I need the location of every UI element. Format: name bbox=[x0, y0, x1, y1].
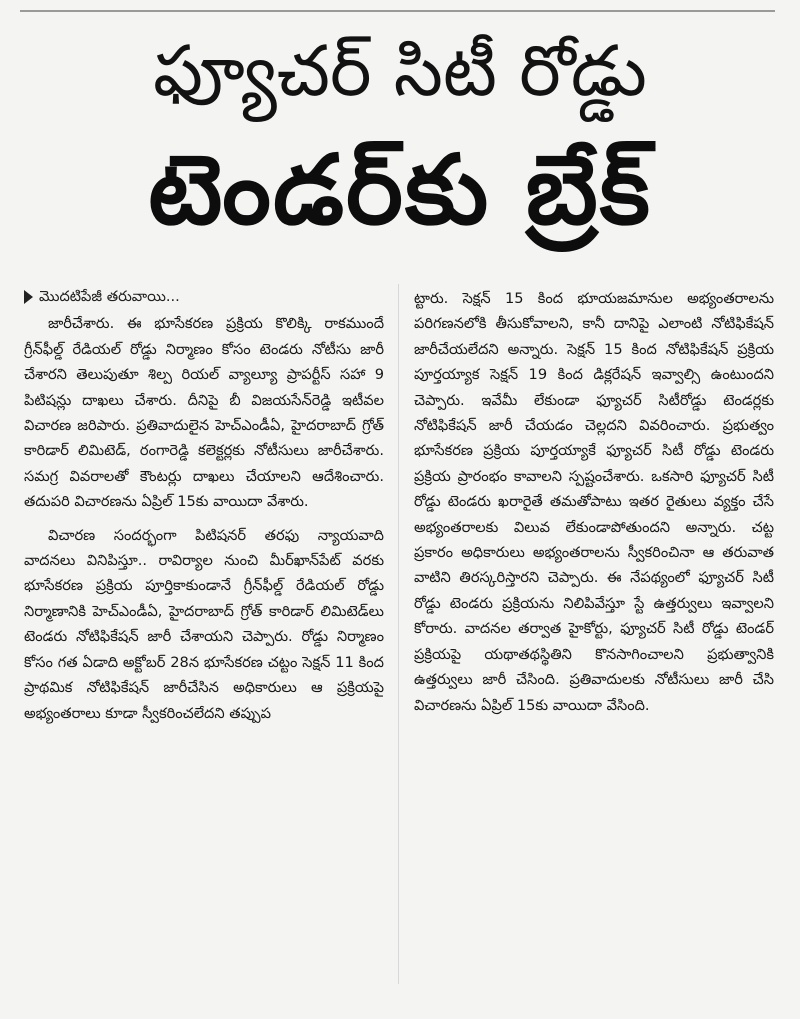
left-paragraph-1: జారీచేశారు. ఈ భూసేకరణ ప్రక్రియ కొలిక్కి రాకముందే గ్రీన్‌ఫీల్డ్ రేడియల్ రోడ్డు నిర్మాణం కోసం టెండరు నోటీసు జారీ చేశారని తెలుపుతూ శిల్ప రియల్ వ్యాల్యూ ప్రాపర్టీస్ సహా 9 పిటిషన్లు దాఖలు చేశారు. దీనిపై బీ విజయసేన్‌రెడ్డి ఇటీవల విచారణ జరిపారు. ప్రతివాదులైన హెచ్‌ఎండీఏ, హైదరాబాద్ గ్రోత్ కారిడార్ లిమిటెడ్, రంగారెడ్డి కలెక్టర్లకు నోటీసులు జారీచేశారు. సమగ్ర వివరాలతో కౌంటర్లు దాఖలు చేయాలని ఆదేశించారు. తదుపరి విచారణను ఏప్రిల్ 15కు వాయిదా వేశారు. bbox=[24, 315, 384, 511]
continued-label: మొదటిపేజీ తరువాయి... bbox=[39, 288, 180, 305]
right-column bbox=[414, 286, 774, 726]
right-paragraph-1: ట్టారు. సెక్షన్ 15 కింద భూయజమానుల అభ్యంతరాలను పరిగణనలోకి తీసుకోవాలని, కానీ దానిపై ఎలాంటి నోటిఫికేషన్ జారీచేయలేదని అన్నారు. సెక్షన్ 15 కింద నోటిఫికేషన్ ప్రక్రియ పూర్తయ్యాక సెక్షన్ 19 కింద డిక్లరేషన్ ఇవ్వాల్సి ఉంటుందని చెప్పారు. ఇవేమీ లేకుండా ఫ్యూచర్ సిటీరోడ్డు టెండర్లకు నోటిఫికేషన్ జారీ చేయడం చెల్లదని వివరించారు. ప్రభుత్వం భూసేకరణ ప్రక్రియ పూర్తయ్యాకే ఫ్యూచర్ సిటీ రోడ్డు టెండరు ప్రక్రియ ప్రారంభం కావాలని స్పష్టంచేశారు. ఒకసారి ఫ్యూచర్ సిటీ రోడ్డు టెండరు ఖరారైతే తమతోపాటు ఇతర రైతులు వ్యక్తం చేసే అభ్యంతరాలకు విలువ లేకుండాపోతుందని అన్నారు. చట్ట ప్రకారం అధికారులు అభ్యంతరాలను స్వీకరించినా ఆ తరువాత వాటిని తిరస్కరిస్తారని చెప్పారు. ఈ నేపథ్యంలో ఫ్యూచర్ సిటీ రోడ్డు టెండరు ప్రక్రియను నిలిపివేస్తూ స్టే ఉత్తర్వులు ఇవ్వాలని కోరారు. వాదనల తర్వాత హైకోర్టు, ఫ్యూచర్ సిటీ రోడ్డు టెండర్ ప్రక్రియపై యథాతథస్థితిని కొనసాగించాలని ప్రభుత్వానికి ఉత్తర్వులు జారీ చేసింది. ప్రతివాదులకు నోటీసులు జారీ చేసి విచారణను ఏప్రిల్ 15కు వాయిదా వేసింది. bbox=[414, 290, 774, 714]
headline-line-1: ఫ్యూచర్ సిటీ రోడ్డు bbox=[153, 30, 647, 112]
headline-line-2: టెండర్‌కు బ్రేక్ bbox=[148, 134, 652, 246]
left-column bbox=[24, 284, 384, 734]
left-paragraph-2: విచారణ సందర్భంగా పిటిషనర్ తరఫు న్యాయవాది వాదనలు వినిపిస్తూ.. రావిర్యాల నుంచి మీర్‌ఖాన్‌పేట్ వరకు భూసేకరణ ప్రక్రియ పూర్తికాకుండానే గ్రీన్‌ఫీల్డ్ రేడియల్ రోడ్డు నిర్మాణానికి హెచ్‌ఎండీఏ, హైదరాబాద్ గ్రోత్ కారిడార్ లిమిటెడ్‌లు టెండరు నోటిఫికేషన్ జారీ చేశాయని చెప్పారు. రోడ్డు నిర్మాణం కోసం గత ఏడాది అక్టోబర్ 28న భూసేకరణ చట్టం సెక్షన్ 11 కింద ప్రాథమిక నోటిఫికేషన్ జారీచేసిన అధికారులు ఆ ప్రక్రియపై అభ్యంతరాలు కూడా స్వీకరించలేదని తప్పుప bbox=[24, 526, 384, 722]
column-divider bbox=[398, 284, 399, 984]
continued-from-front-page bbox=[24, 284, 384, 309]
article-body bbox=[24, 284, 774, 984]
top-rule bbox=[20, 10, 775, 12]
chevron-right-icon bbox=[24, 290, 33, 304]
